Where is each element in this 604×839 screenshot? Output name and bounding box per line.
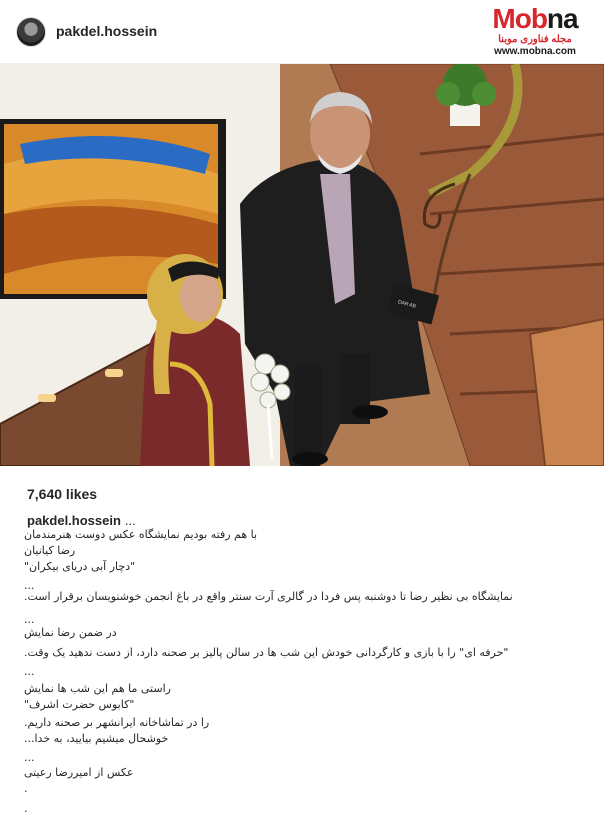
likes-count[interactable]: 7,640 likes: [27, 486, 98, 502]
post-photo[interactable]: [0, 64, 604, 466]
caption-line: در ضمن رضا نمایش: [24, 626, 117, 639]
watermark-subtitle: مجله فناوری موبنا: [498, 34, 572, 45]
caption-line: خوشحال میشیم بیایید، به خدا...: [24, 732, 169, 745]
caption-line: ...: [24, 751, 35, 764]
caption-line: نمایشگاه بی نظیر رضا تا دوشنبه پس فردا در گالری آرت سنتر واقع در باغ انجمن خوشنویسان برقرار است.: [24, 590, 513, 603]
caption-line: .: [24, 782, 28, 795]
caption-line: ...: [24, 665, 35, 678]
caption-line: ...: [24, 579, 35, 592]
avatar[interactable]: [16, 17, 46, 47]
caption-line: عکس از امیررضا رعیتی: [24, 766, 134, 779]
caption-more-link[interactable]: ...: [124, 513, 136, 528]
caption-line: .: [24, 802, 28, 815]
caption-author[interactable]: pakdel.hossein: [27, 513, 121, 528]
caption-author-row: [27, 513, 136, 528]
watermark-url: www.mobna.com: [494, 46, 576, 57]
caption-line: با هم رفته بودیم نمایشگاه عکس دوست هنرمندمان: [24, 528, 258, 541]
watermark-logo: Mobna: [492, 3, 578, 34]
photo-illustration: [0, 64, 604, 466]
caption-line: "دچار آبی دریای بیکران": [24, 560, 136, 573]
caption-line: ...: [24, 613, 35, 626]
caption-line: "حرفه ای" را با بازی و کارگردانی خودش این شب ها در سالن پالیز بر صحنه دارد، از دست ندهید یک وقت.: [24, 646, 509, 659]
booklet-title: DAR AB: [397, 299, 417, 310]
post-header: [0, 0, 604, 64]
caption-line: راستی ما هم این شب ها نمایش: [24, 682, 171, 695]
post-username[interactable]: pakdel.hossein: [56, 23, 158, 39]
caption-line: "کابوس حضرت اشرف": [24, 698, 135, 711]
caption-line: رضا کیانیان: [24, 544, 76, 557]
mobna-watermark: [470, 4, 600, 62]
caption-line: را در تماشاخانه ایرانشهر بر صحنه داریم.: [24, 716, 210, 729]
